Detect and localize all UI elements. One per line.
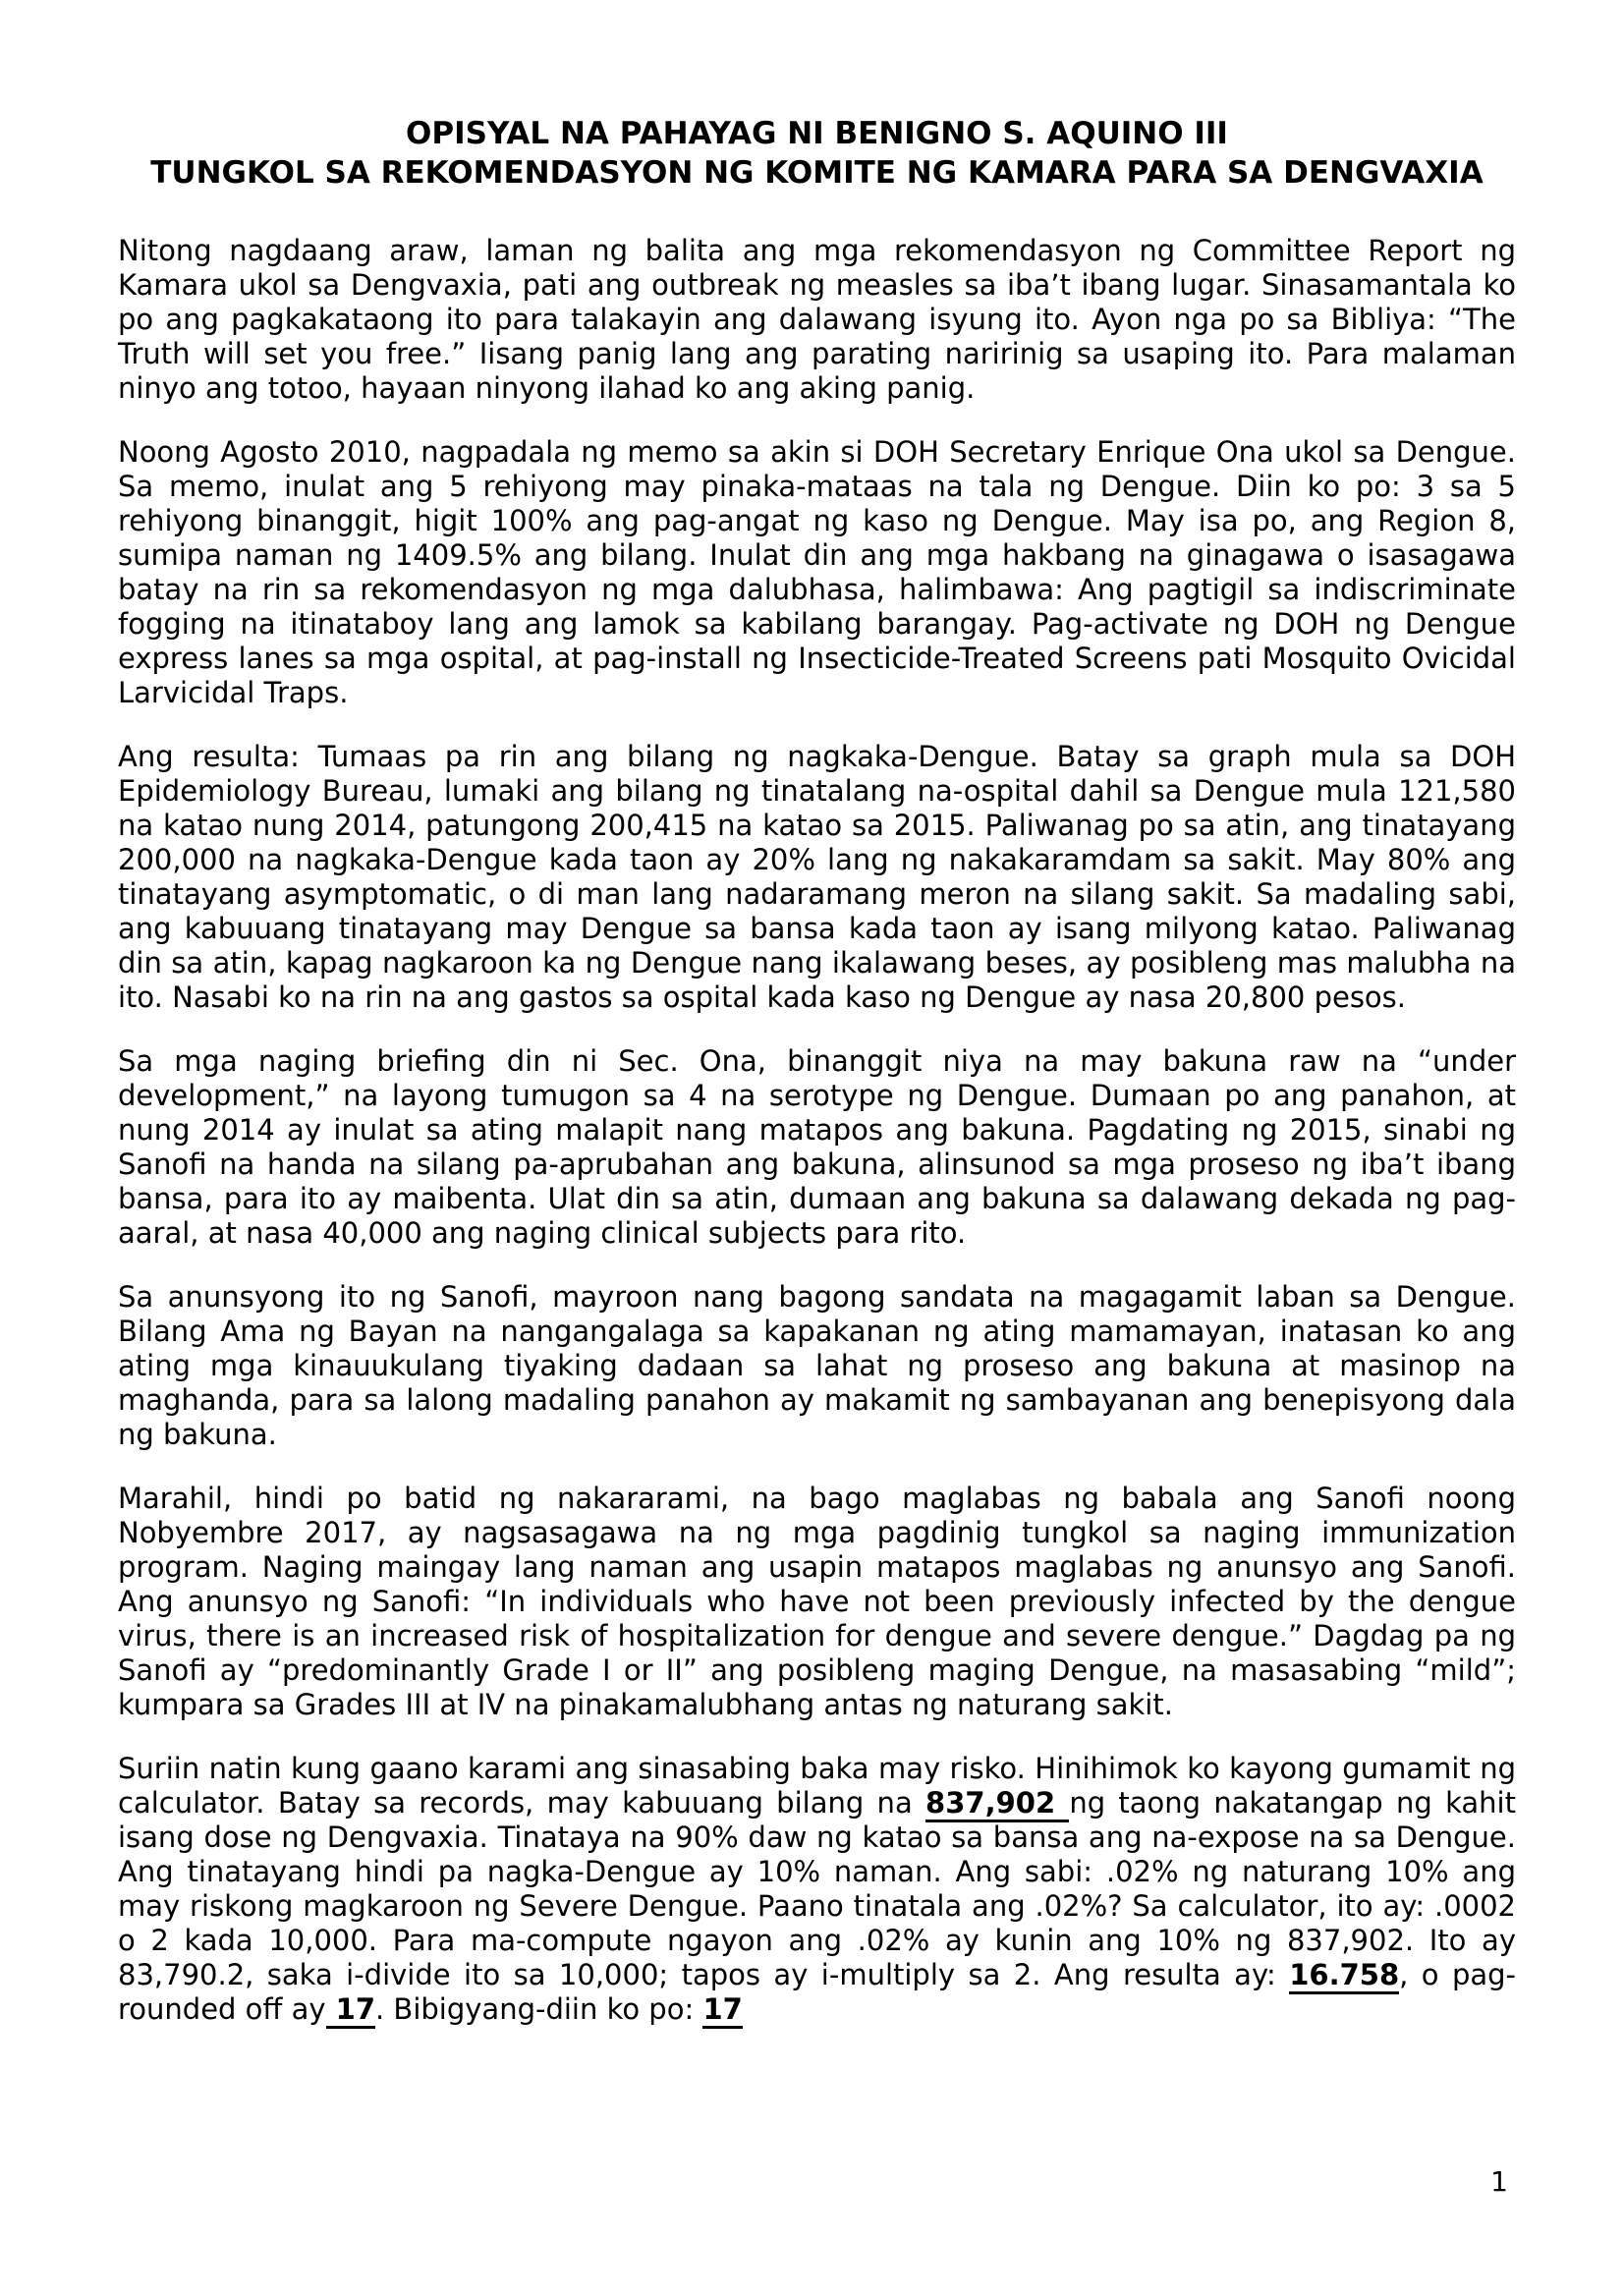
text-run: . Bibigyang-diin ko po: bbox=[375, 1992, 703, 2026]
text-run: , o pag-rounded off ay bbox=[118, 1958, 1517, 2026]
paragraph bbox=[118, 435, 1516, 710]
text-run: Noong Agosto 2010, nagpadala ng memo sa akin si DOH Secretary Enrique Ona ukol sa Dengue. Sa memo, inulat ang 5 rehiyong may pinaka-mataas na tala ng Dengue. Diin ko po: 3 sa 5 rehiyong binanggit, higit 100% ang pag-angat ng kaso ng Dengue. May isa po, ang Region 8, sumipa naman ng 1409.5% ang bilang. Inulat din ang mga hakbang na ginagawa o isasagawa batay na rin sa rekomendasyon ng mga dalubhasa, halimbawa: Ang pagtigil sa indiscriminate fogging na itinataboy lang ang lamok sa kabilang barangay. Pag-activate ng DOH ng Dengue express lanes sa mga ospital, at pag-install ng Insecticide-Treated Screens pati Mosquito Ovicidal Larvicidal Traps. bbox=[118, 435, 1516, 709]
document-title-line-1: OPISYAL NA PAHAYAG NI BENIGNO S. AQUINO III bbox=[406, 116, 1228, 151]
text-run: Sa mga naging briefing din ni Sec. Ona, binanggit niya na may bakuna raw na “under development,” na layong tumugon sa 4 na serotype ng Dengue. Dumaan po ang panahon, at nung 2014 ay inulat sa ating malapit nang matapos ang bakuna. Pagdating ng 2015, sinabi ng Sanofi na handa na silang pa-aprubahan ang bakuna, alinsunod sa mga proseso ng iba’t ibang bansa, para ito ay maibenta. Ulat din sa atin, dumaan ang bakuna sa dalawang dekada ng pag-aaral, at nasa 40,000 ang naging clinical subjects para rito. bbox=[118, 1044, 1516, 1250]
paragraph bbox=[118, 1482, 1516, 1722]
document-title-line-2: TUNGKOL SA REKOMENDASYON NG KOMITE NG KAMARA PARA SA DENGVAXIA bbox=[150, 155, 1484, 191]
document-title bbox=[118, 114, 1516, 193]
text-run: Nitong nagdaang araw, laman ng balita ang mga rekomendasyon ng Committee Report ng Kamara ukol sa Dengvaxia, pati ang outbreak ng measles sa iba’t ibang lugar. Sinasamantala ko po ang pagkakataong ito para talakayin ang dalawang isyung ito. Ayon nga po sa Bibliya: “The Truth will set you free.” Iisang panig lang ang parating naririnig sa usaping ito. Para malaman ninyo ang totoo, hayaan ninyong ilahad ko ang aking panig. bbox=[118, 234, 1516, 405]
text-run: Marahil, hindi po batid ng nakararami, na bago maglabas ng babala ang Sanofi noong Nobyembre 2017, ay nagsasagawa na ng mga pagdinig tungkol sa naging immunization program. Naging maingay lang naman ang usapin matapos maglabas ng anunsyo ang Sanofi. Ang anunsyo ng Sanofi: “In individuals who have not been previously infected by the dengue virus, there is an increased risk of hospitalization for dengue and severe dengue.” Dagdag pa ng Sanofi ay “predominantly Grade I or II” ang posibleng maging Dengue, na masasabing “mild”; kumpara sa Grades III at IV na pinakamalubhang antas ng naturang sakit. bbox=[118, 1482, 1516, 1721]
paragraph bbox=[118, 1044, 1516, 1251]
paragraph bbox=[118, 1280, 1516, 1452]
emphasized-text: 17 bbox=[326, 1992, 375, 2029]
paragraph bbox=[118, 740, 1516, 1015]
paragraph bbox=[118, 1752, 1516, 2027]
document-body bbox=[118, 234, 1516, 2027]
page-number: 1 bbox=[1490, 2165, 1508, 2198]
emphasized-text: 17 bbox=[702, 1992, 742, 2029]
emphasized-text: 16.758 bbox=[1289, 1958, 1399, 1994]
text-run: ng taong nakatangap ng kahit isang dose ng Dengvaxia. Tinataya na 90% daw ng katao sa bansa ang na-expose na sa Dengue. Ang tinatayang hindi pa nagka-Dengue ay 10% naman. Ang sabi: .02% ng naturang 10% ang may riskong magkaroon ng Severe Dengue. Paano tinatala ang .02%? Sa calculator, ito ay: .0002 o 2 kada 10,000. Para ma-compute ngayon ang .02% ay kunin ang 10% ng 837,902. Ito ay 83,790.2, saka i-divide ito sa 10,000; tapos ay i-multiply sa 2. Ang resulta ay: bbox=[118, 1786, 1516, 1991]
text-run: Suriin natin kung gaano karami ang sinasabing baka may risko. Hinihimok ko kayong gumamit ng calculator. Batay sa records, may kabuuang bilang na bbox=[118, 1752, 1516, 1820]
text-run: Ang resulta: Tumaas pa rin ang bilang ng nagkaka-Dengue. Batay sa graph mula sa DOH Epidemiology Bureau, lumaki ang bilang ng tinatalang na-ospital dahil sa Dengue mula 121,580 na katao nung 2014, patungong 200,415 na katao sa 2015. Paliwanag po sa atin, ang tinatayang 200,000 na nagkaka-Dengue kada taon ay 20% lang ng nakakaramdam sa sakit. May 80% ang tinatayang asymptomatic, o di man lang nadaramang meron na silang sakit. Sa madaling sabi, ang kabuuang tinatayang may Dengue sa bansa kada taon ay isang milyong katao. Paliwanag din sa atin, kapag nagkaroon ka ng Dengue nang ikalawang beses, ay posibleng mas malubha na ito. Nasabi ko na rin na ang gastos sa ospital kada kaso ng Dengue ay nasa 20,800 pesos. bbox=[118, 740, 1516, 1014]
paragraph bbox=[118, 234, 1516, 406]
emphasized-text: 837,902 bbox=[925, 1786, 1069, 1822]
text-run: Sa anunsyong ito ng Sanofi, mayroon nang bagong sandata na magagamit laban sa Dengue. Bilang Ama ng Bayan na nangangalaga sa kapakanan ng ating mamamayan, inatasan ko ang ating mga kinauukulang tiyaking dadaan sa lahat ng proseso ang bakuna at masinop na maghanda, para sa lalong madaling panahon ay makamit ng sambayanan ang benepisyong dala ng bakuna. bbox=[118, 1280, 1516, 1451]
document-content bbox=[118, 114, 1516, 2027]
